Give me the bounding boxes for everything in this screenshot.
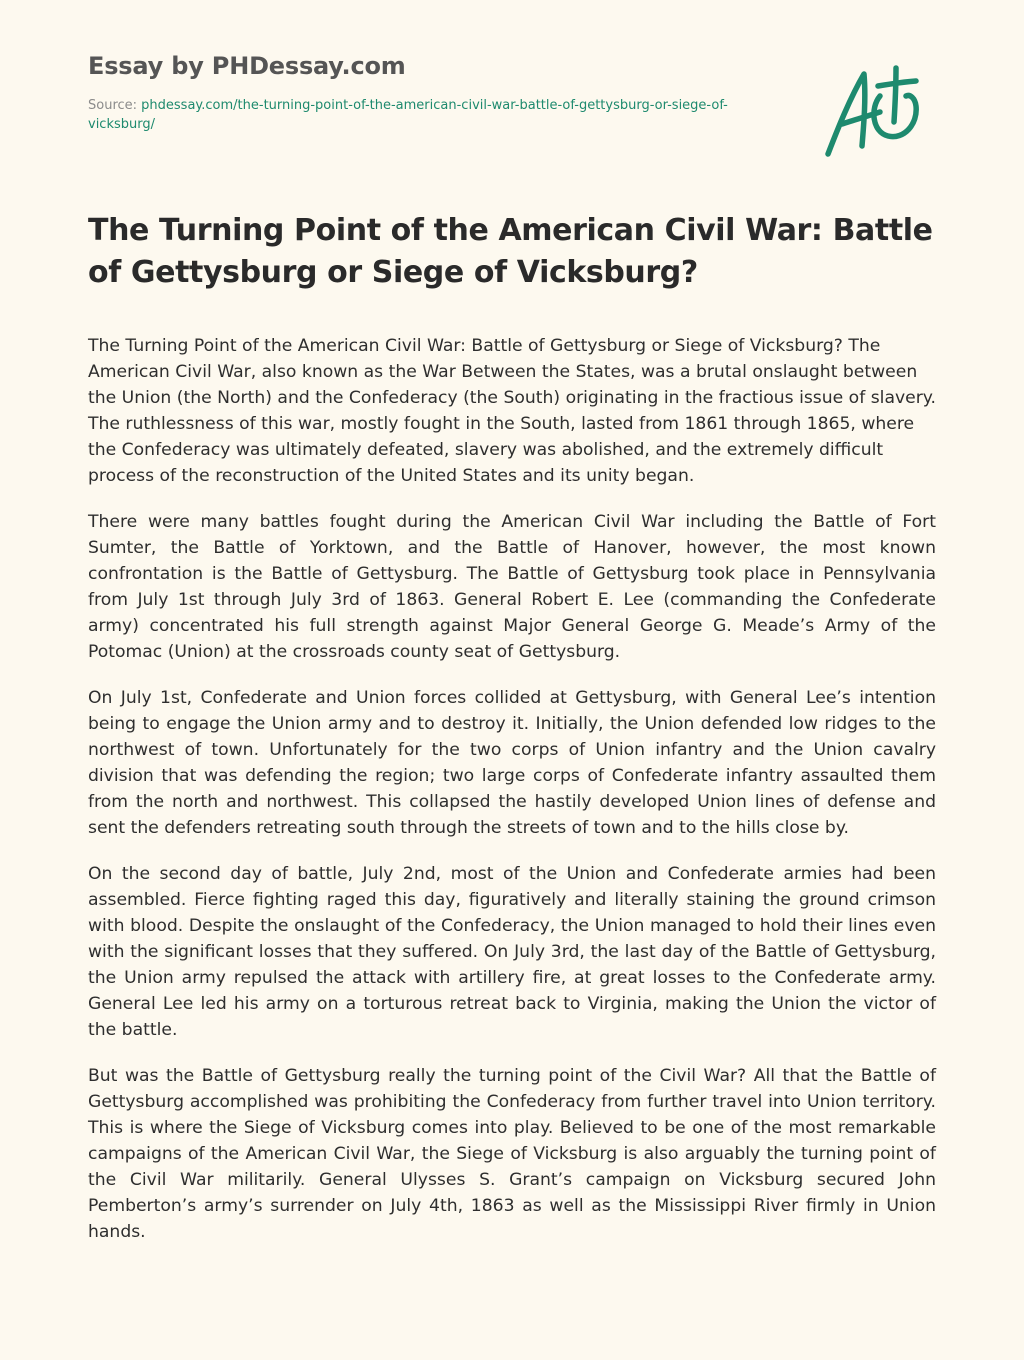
site-brand: Essay by PHDessay.com	[88, 52, 406, 80]
page-header	[88, 50, 788, 134]
source-link[interactable]: phdessay.com/the-turning-point-of-the-american-civil-war-battle-of-gettysburg-or-siege-of-vicksburg/	[88, 98, 728, 132]
paragraph-5: But was the Battle of Gettysburg really the turning point of the Civil War? All that the Battle of Gettysburg accomplished was prohibiting the Confederacy from further travel into Union territory. This is where the Siege of Vicksburg comes into play. Believed to be one of the most remarkable campaigns of the American Civil War, the Siege of Vicksburg is also arguably the turning point of the Civil War militarily. General Ulysses S. Grant’s campaign on Vicksburg secured John Pemberton’s army’s surrender on July 4th, 1863 as well as the Mississippi River firmly in Union hands.	[88, 1066, 936, 1242]
paragraph-4: On the second day of battle, July 2nd, most of the Union and Confederate armies had been assembled. Fierce fighting raged this day, figuratively and literally staining the ground crimson with blood. Despite the onslaught of the Confederacy, the Union managed to hold their lines even with the significant losses that they suffered. On July 3rd, the last day of the Battle of Gettysburg, the Union army repulsed the attack with artillery fire, at great losses to the Confederate army. General Lee led his army on a torturous retreat back to Virginia, making the Union the victor of the battle.	[88, 864, 936, 1040]
essay-title: The Turning Point of the American Civil War: Battle of Gettysburg or Siege of Vicksburg?	[88, 213, 933, 290]
paragraph-2: There were many battles fought during the American Civil War including the Battle of Fort Sumter, the Battle of Yorktown, and the Battle of Hanover, however, the most known confrontation is the Battle of Gettysburg. The Battle of Gettysburg took place in Pennsylvania from July 1st through July 3rd of 1863. General Robert E. Lee (commanding the Confederate army) concentrated his full strength against Major General George G. Meade’s Army of the Potomac (Union) at the crossroads county seat of Gettysburg.	[88, 512, 936, 662]
essay-body	[88, 333, 936, 1265]
source-label: Source:	[88, 98, 138, 113]
a-plus-grade-icon	[820, 62, 930, 162]
source-line	[88, 96, 768, 134]
paragraph-3: On July 1st, Confederate and Union forces collided at Gettysburg, with General Lee’s intention being to engage the Union army and to destroy it. Initially, the Union defended low ridges to the northwest of town. Unfortunately for the two corps of Union infantry and the Union cavalry division that was defending the region; two large corps of Confederate infantry assaulted them from the north and northwest. This collapsed the hastily developed Union lines of defense and sent the defenders retreating south through the streets of town and to the hills close by.	[88, 688, 936, 838]
paragraph-1: The Turning Point of the American Civil War: Battle of Gettysburg or Siege of Vicksburg? The American Civil War, also known as the War Between the States, was a brutal onslaught between the Union (the North) and the Confederacy (the South) originating in the fractious issue of slavery. The ruthlessness of this war, mostly fought in the South, lasted from 1861 through 1865, where the Confederacy was ultimately defeated, slavery was abolished, and the extremely difficult process of the reconstruction of the United States and its unity began.	[88, 336, 936, 486]
